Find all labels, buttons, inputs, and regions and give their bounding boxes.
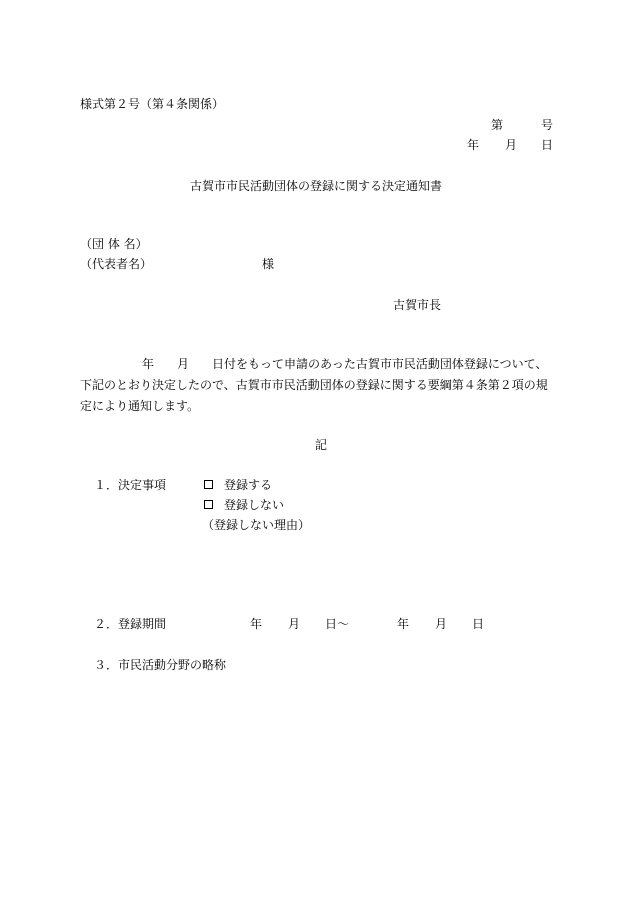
representative-label: （代表者名） bbox=[80, 257, 153, 271]
checkbox-not-register[interactable] bbox=[204, 500, 213, 509]
date-month: 月 bbox=[505, 138, 518, 152]
body-line-1: 日付をもって申請のあった古賀市市民活動団体登録について、 bbox=[212, 357, 548, 371]
period-year-end: 年 bbox=[397, 617, 410, 631]
date-year: 年 bbox=[467, 138, 480, 152]
body-year: 年 bbox=[142, 357, 155, 371]
option-not-register: 登録しない bbox=[224, 498, 285, 512]
option-register: 登録する bbox=[224, 478, 273, 492]
body-line-2: 下記のとおり決定したので、古賀市市民活動団体の登録に関する要綱第４条第２項の規 bbox=[80, 378, 548, 392]
group-name-label: （団 体 名） bbox=[80, 237, 148, 251]
period-label: ２．登録期間 bbox=[94, 617, 167, 631]
sender: 古賀市長 bbox=[393, 298, 442, 312]
period-month-end: 月 bbox=[435, 617, 448, 631]
reason-label: （登録しない理由） bbox=[202, 518, 311, 532]
body-month: 月 bbox=[177, 357, 190, 371]
period-month-start: 月 bbox=[288, 617, 301, 631]
document-title: 古賀市市民活動団体の登録に関する決定通知書 bbox=[190, 179, 443, 193]
decision-label: １．決定事項 bbox=[94, 478, 167, 492]
number-prefix: 第 bbox=[491, 118, 504, 132]
form-label: 様式第２号（第４条関係） bbox=[80, 97, 225, 111]
checkbox-register[interactable] bbox=[204, 480, 213, 489]
honorific: 様 bbox=[262, 257, 275, 271]
period-day-start: 日～ bbox=[325, 617, 350, 631]
field-label: ３．市民活動分野の略称 bbox=[94, 658, 227, 672]
ki-heading: 記 bbox=[315, 438, 328, 452]
period-year-start: 年 bbox=[250, 617, 263, 631]
body-line-3: 定により通知します。 bbox=[80, 399, 200, 413]
number-suffix: 号 bbox=[541, 118, 554, 132]
period-day-end: 日 bbox=[472, 617, 485, 631]
date-day: 日 bbox=[541, 138, 554, 152]
